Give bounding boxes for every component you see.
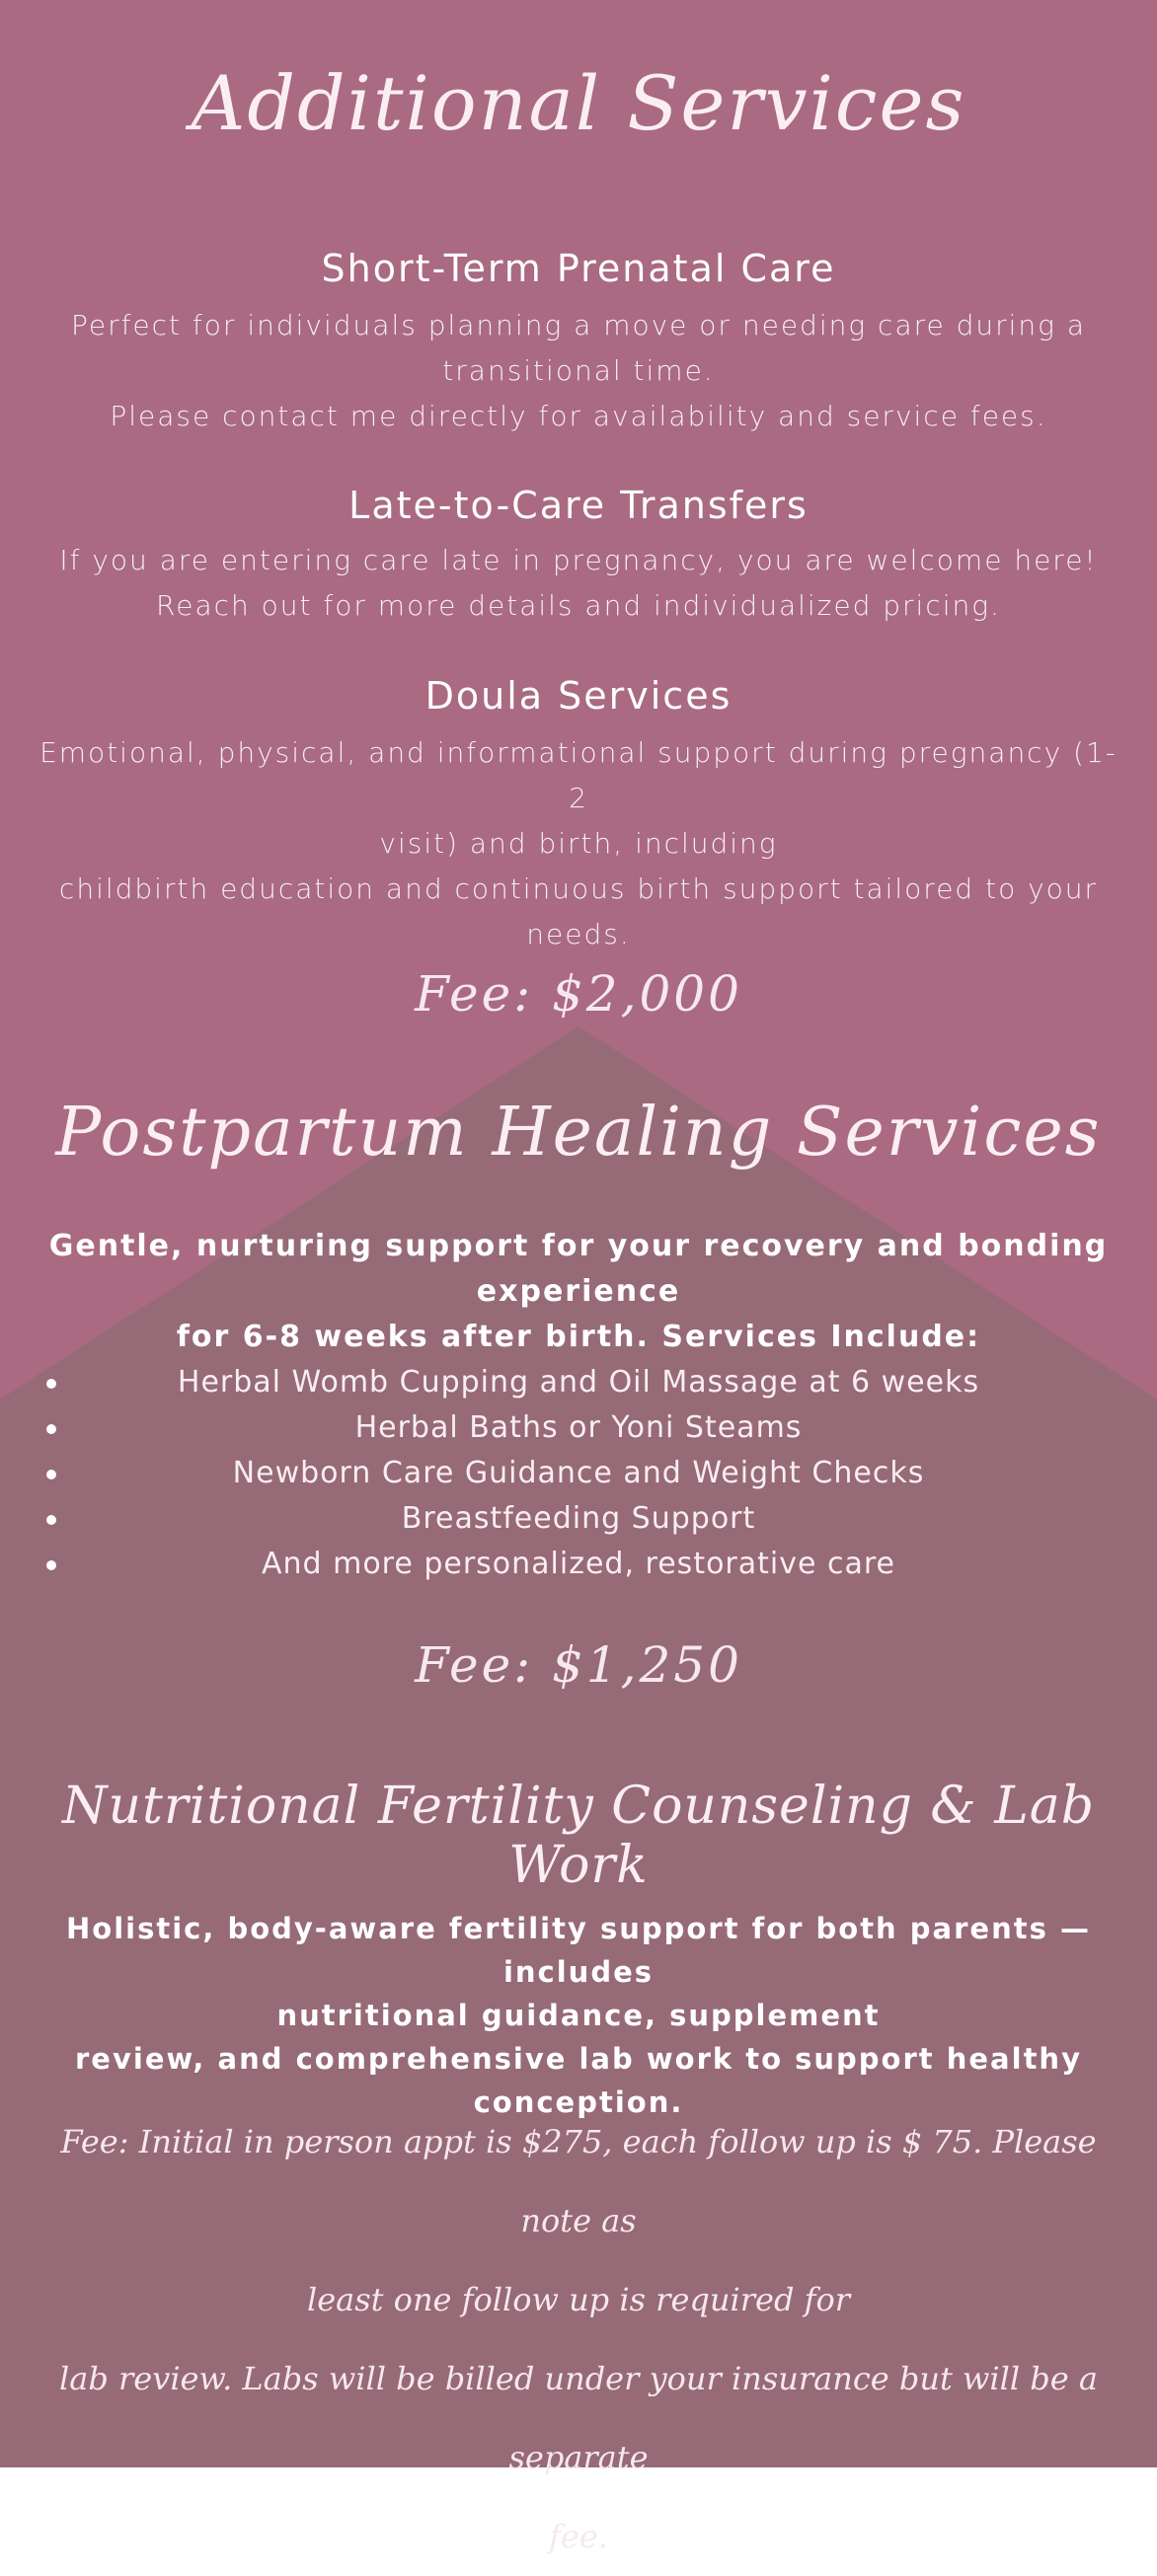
postpartum-intro-line-1: Gentle, nurturing support for your recovery and bonding experience (48, 1229, 1109, 1309)
nutritional-line-2: nutritional guidance, supplement (276, 1999, 881, 2032)
list-item (0, 1451, 1157, 1496)
short-term-line-3: Please contact me directly for availability and service fees. (110, 400, 1047, 432)
doula-line-1: Emotional, physical, and informational support during pregnancy (1-2 (39, 736, 1118, 814)
doula-line-2: visit) and birth, including (379, 827, 778, 860)
nutritional-title: Nutritional Fertility Counseling & Lab Work (61, 1777, 1096, 1895)
nutritional-fee (30, 2102, 1127, 2576)
list-item-label: Herbal Womb Cupping and Oil Massage at 6 weeks (177, 1365, 980, 1400)
nutritional-description (39, 1907, 1118, 2124)
bullet-icon (46, 1424, 56, 1434)
list-item (0, 1542, 1157, 1587)
list-item-label: And more personalized, restorative care (261, 1547, 896, 1581)
late-transfer-line-1: If you are entering care late in pregnancy, you are welcome here! (59, 544, 1098, 576)
short-term-description (39, 303, 1118, 439)
nutritional-fee-line-3: lab review. Labs will be billed under your insurance but will be a separate (59, 2360, 1098, 2476)
nutritional-line-1: Holistic, body-aware fertility support for both parents — includes (66, 1912, 1091, 1989)
list-item-label: Breastfeeding Support (401, 1501, 756, 1536)
late-transfer-heading: Late-to-Care Transfers (348, 484, 809, 527)
doula-description (39, 730, 1118, 957)
short-term-line-1: Perfect for individuals planning a move or needing care during a (70, 309, 1087, 341)
bullet-icon (46, 1515, 56, 1525)
bullet-icon (46, 1560, 56, 1570)
bullet-icon (46, 1379, 56, 1389)
bullet-icon (46, 1470, 56, 1479)
postpartum-fee: Fee: $1,250 (415, 1636, 742, 1694)
postpartum-title: Postpartum Healing Services (55, 1094, 1102, 1172)
doula-fee: Fee: $2,000 (415, 965, 742, 1023)
list-item (0, 1496, 1157, 1542)
postpartum-intro (20, 1224, 1137, 1360)
doula-line-4: needs. (526, 918, 631, 950)
nutritional-line-3: review, and comprehensive lab work to support healthy conception. (75, 2042, 1082, 2119)
late-transfer-line-2: Reach out for more details and individualized pricing. (156, 589, 1001, 622)
short-term-line-2: transitional time. (442, 354, 715, 387)
list-item-label: Newborn Care Guidance and Weight Checks (232, 1456, 925, 1490)
nutritional-fee-line-1: Fee: Initial in person appt is $275, each follow up is $ 75. Please note as (60, 2123, 1097, 2239)
late-transfer-description (39, 538, 1118, 629)
doula-line-3: childbirth education and continuous birth support tailored to your (58, 872, 1099, 905)
doula-heading: Doula Services (424, 674, 733, 718)
nutritional-fee-line-4: fee. (549, 2518, 608, 2555)
additional-services-title: Additional Services (191, 59, 966, 147)
postpartum-services-list (0, 1360, 1157, 1587)
short-term-heading: Short-Term Prenatal Care (321, 247, 836, 290)
nutritional-fee-line-2: least one follow up is required for (306, 2281, 851, 2318)
list-item-label: Herbal Baths or Yoni Steams (354, 1410, 803, 1445)
postpartum-intro-line-2: for 6-8 weeks after birth. Services Include: (176, 1320, 981, 1354)
list-item (0, 1405, 1157, 1451)
list-item (0, 1360, 1157, 1405)
